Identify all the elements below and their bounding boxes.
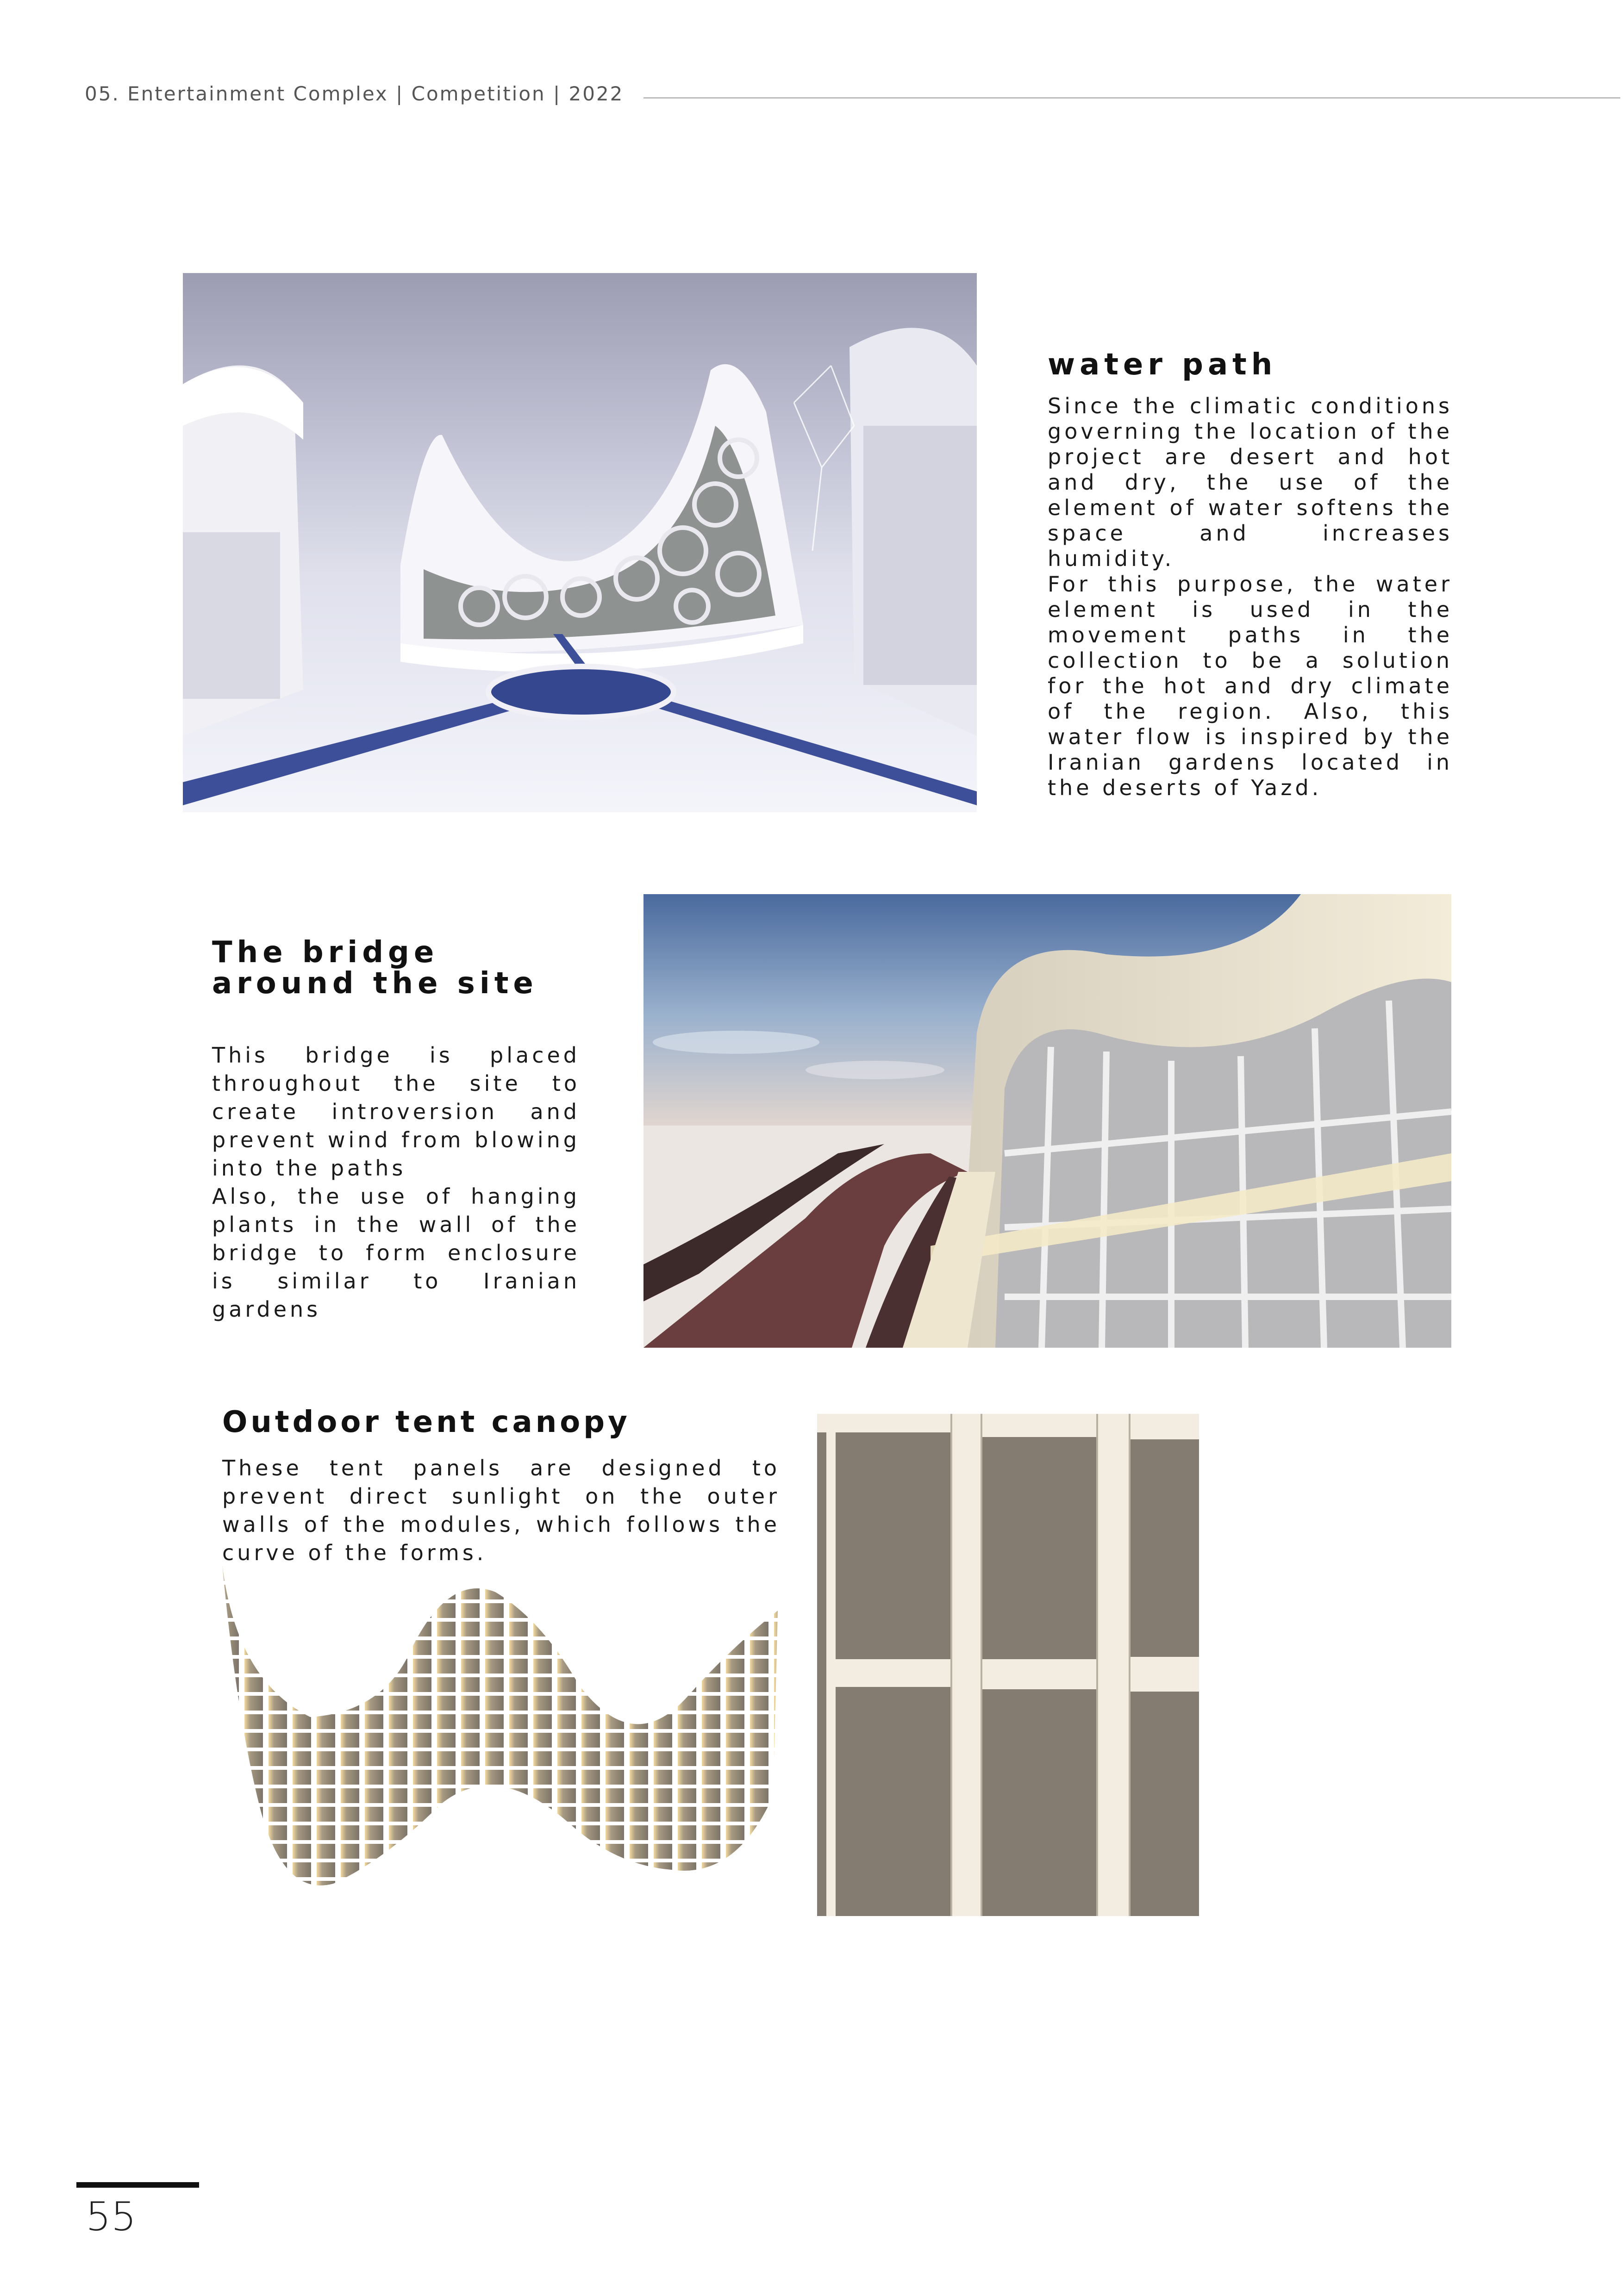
page-number: 55 — [86, 2194, 137, 2240]
bridge-image — [643, 894, 1451, 1348]
bridge-paragraph-1: This bridge is placed throughout the site to create introversion and prevent wind from blowing into the paths — [212, 1043, 580, 1181]
page-number-rule — [76, 2182, 199, 2188]
water-path-title: water path — [1048, 348, 1277, 382]
bridge-paragraph-2: Also, the use of hanging plants in the wall of the bridge to form enclosure is similar to Iranian gardens — [212, 1184, 580, 1322]
bridge-title: The bridge around the site — [212, 935, 538, 1001]
header-text: 05. Entertainment Complex | Competition | 2022 — [85, 82, 624, 105]
bridge-text — [212, 1041, 580, 1324]
tent-detail-image — [817, 1414, 1199, 1916]
header-divider — [643, 97, 1620, 99]
water-path-paragraph-2: For this purpose, the water element is used in the movement paths in the collection to be a solution for the hot and dry climate of the region. Also, this water flow is inspired by the Iranian gardens located in the deserts of Yazd. — [1048, 572, 1453, 800]
tent-title: Outdoor tent canopy — [222, 1405, 631, 1439]
water-path-image — [183, 273, 977, 812]
tent-paragraph-1: These tent panels are designed to prevent direct sunlight on the outer walls of the modules, which follows the curve of the forms. — [222, 1456, 780, 1565]
water-path-text — [1048, 393, 1453, 801]
water-path-paragraph-1: Since the climatic conditions governing the location of the project are desert and hot and dry, the use of the element of water softens the space and increases humidity. — [1048, 393, 1453, 571]
tent-canopy-image — [218, 1564, 782, 1935]
tent-text — [222, 1454, 780, 1567]
